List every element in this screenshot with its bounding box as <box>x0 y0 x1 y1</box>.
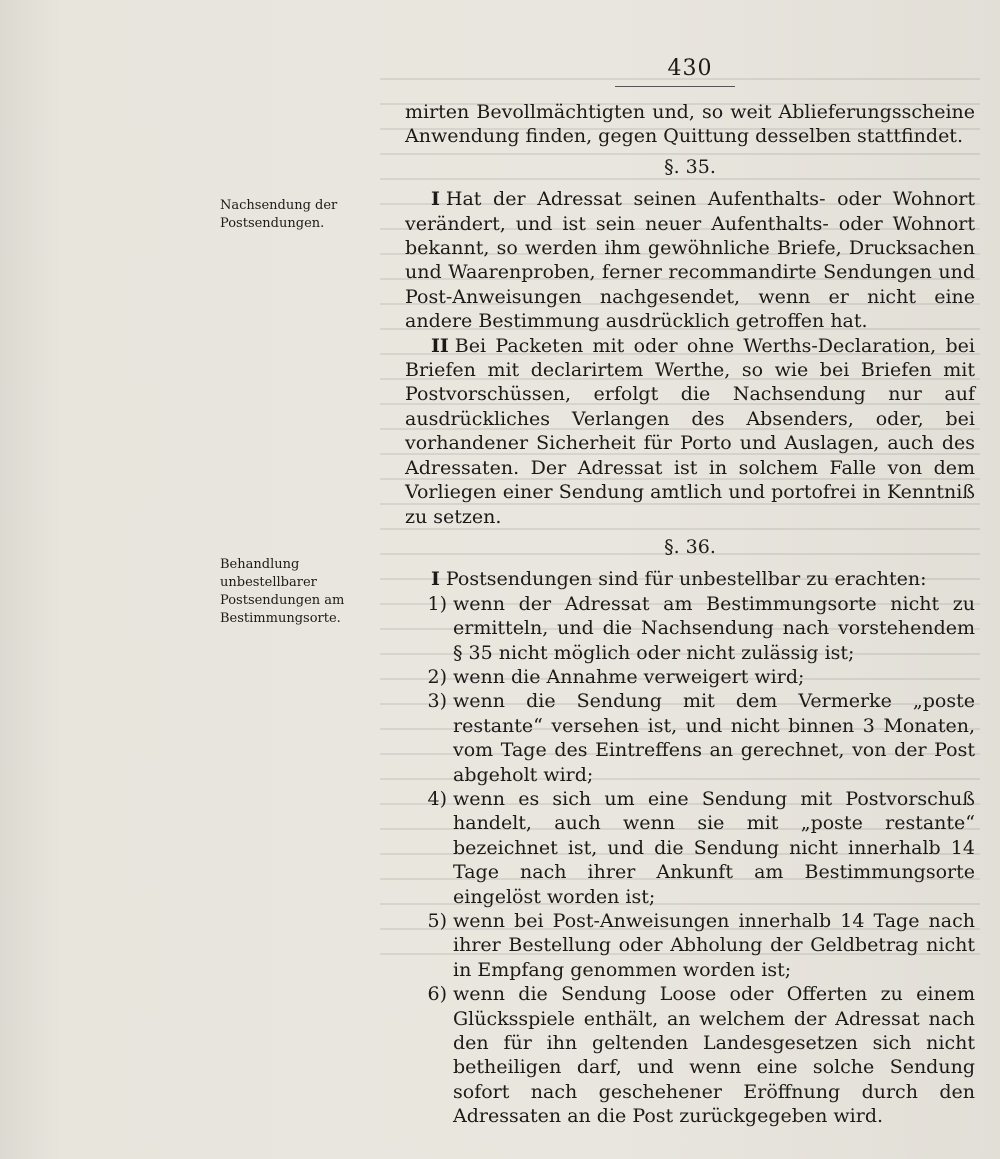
paragraph-text: Bei Packeten mit oder ohne Werths-Declaration, bei Briefen mit declarirtem Werthe, so wie bei Briefen mit Postvorschüssen, erfolgt die Nachsendung nur auf ausdrückliches Verlangen des Absenders, oder, bei vorhandener Sicherheit für Porto und Auslagen, auch des Adressaten. Der Adressat ist in solchem Falle von dem Vorliegen einer Sendung amtlich und portofrei in Kenntniß zu setzen. <box>405 334 975 528</box>
page-number: 430 <box>667 56 713 81</box>
margin-note-behandlung: Behandlung unbestellbarer Postsendungen am Bestimmungsorte. <box>220 557 345 626</box>
item-text: wenn der Adressat am Bestimmungsorte nicht zu ermitteln, und die Nachsendung nach vorstehendem § 35 nicht möglich oder nicht zulässig ist; <box>453 592 975 664</box>
list-item <box>405 787 975 909</box>
section-35-paragraph-1 <box>405 187 975 333</box>
section-36-heading: §. 36. <box>664 535 716 558</box>
list-item <box>405 909 975 982</box>
list-item <box>405 592 975 665</box>
item-number: 5) <box>427 910 447 932</box>
item-number: 6) <box>427 983 447 1006</box>
item-text: wenn bei Post-Anweisungen innerhalb 14 Tage nach ihrer Bestellung oder Abholung der Geldbetrag nicht in Empfang genommen worden ist; <box>453 910 975 981</box>
roman-numeral: II <box>431 334 449 357</box>
item-number: 2) <box>427 665 447 688</box>
roman-numeral: I <box>431 568 440 591</box>
item-text: wenn es sich um eine Sendung mit Postvorschuß handelt, auch wenn sie mit „poste restante“ bezeichnet ist, und die Sendung nicht innerhalb 14 Tage nach ihrer Ankunft am Bestimmungsorte eingelöst worden ist; <box>453 787 975 908</box>
list-item <box>405 665 975 689</box>
section-35-paragraph-2 <box>405 334 975 529</box>
intro-paragraph: mirten Bevollmächtigten und, so weit Ablieferungsscheine Anwendung finden, gegen Quittung desselben stattfindet. <box>405 101 975 148</box>
section-35-heading: §. 35. <box>664 155 716 178</box>
paragraph-text: Hat der Adressat seinen Aufenthalts- oder Wohnort verändert, und ist sein neuer Aufenthalts- oder Wohnort bekannt, so werden ihm gewöhnliche Briefe, Drucksachen und Waarenproben, ferner recommandirte Sendungen und Post-Anweisungen nachgesendet, wenn er nicht eine andere Bestimmung ausdrücklich getroffen hat. <box>405 188 975 333</box>
list-item <box>405 689 975 787</box>
item-text: wenn die Sendung mit dem Vermerke „poste restante“ versehen ist, und nicht binnen 3 Monaten, vom Tage des Eintreffens an gerechnet, von der Post abgeholt wird; <box>453 690 975 786</box>
page-number-rule <box>615 86 735 87</box>
section-36-paragraph-1 <box>405 567 975 591</box>
main-text <box>405 100 975 1129</box>
item-text: wenn die Sendung Loose oder Offerten zu einem Glücksspiele enthält, an welchem der Adressat nach den für ihn geltenden Landesgesetzen sich nicht betheiligen darf, und wenn eine solche Sendung sofort nach geschehener Eröffnung durch den Adressaten an die Post zurückgegeben wird. <box>453 983 975 1128</box>
roman-numeral: I <box>431 188 440 211</box>
item-number: 3) <box>427 690 447 713</box>
item-text: wenn die Annahme verweigert wird; <box>453 665 805 688</box>
item-number: 1) <box>427 592 447 615</box>
paragraph-text: Postsendungen sind für unbestellbar zu erachten: <box>445 568 927 591</box>
item-number: 4) <box>427 787 447 810</box>
list-item <box>405 982 975 1128</box>
margin-note-nachsendung: Nachsendung der Postsendungen. <box>220 198 338 231</box>
